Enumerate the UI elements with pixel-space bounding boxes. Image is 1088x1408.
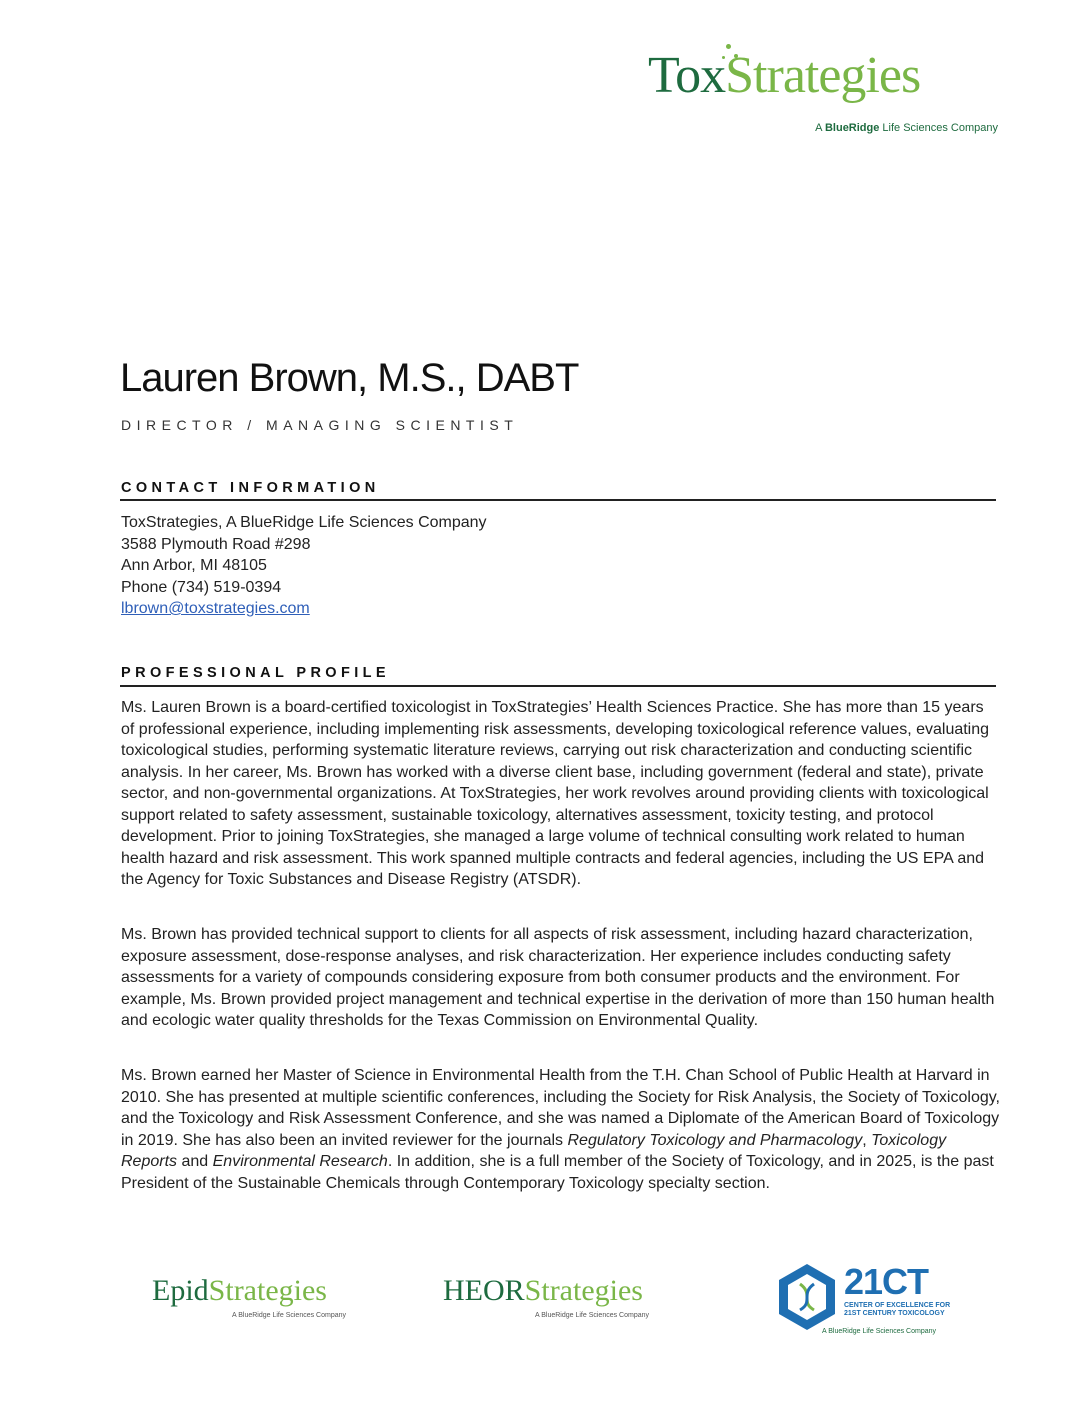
profile-paragraph-2: Ms. Brown has provided technical support to clients for all aspects of risk assessment, including hazard characterization, exposure assessment, dose-response analyses, and risk characterization. Her experience includes conducting safety assessments for a variety of compounds considering exposure from both consumer products and the environment. For example, Ms. Brown provided project management and technical expertise in the derivation of more than 150 human health and ecologic water quality thresholds for the Texas Commission on Environmental Quality. xyxy=(121,926,995,1029)
contact-divider xyxy=(120,499,996,501)
profile-paragraph-1: Ms. Lauren Brown is a board-certified toxicologist in ToxStrategies’ Health Sciences Practice. She has more than 15 years of professional experience, including implementing risk assessments, developing toxicological reference values, evaluating toxicological studies, performing systematic literature reviews, carrying out risk characterization and conducting scientific analysis. In her career, Ms. Brown has worked with a diverse client base, including government (federal and state), private sector, and non-governmental organizations. At ToxStrategies, her work revolves around providing clients with toxicological support related to safety assessment, sustainable toxicology, alternatives assessment, toxicity testing, and protocol development. Prior to joining ToxStrategies, she managed a large volume of technical consulting work related to human health hazard and risk assessment. This work spanned multiple contracts and federal agencies, including the US EPA and the Agency for Toxic Substances and Disease Registry (ATSDR). xyxy=(121,699,990,888)
logo-tox-text: Tox xyxy=(648,47,726,104)
profile-paragraph-3: Ms. Brown earned her Master of Science in Environmental Health from the T.H. Chan School of Public Health at Harvard in 2010. She has presented at multiple scientific conferences, including the Society for Risk Analysis, the Society of Toxicology, and the Toxicology and Risk Assessment Conference, and she was named a Diplomate of the American Board of Toxicology in 2019. She has also been an invited reviewer for the journals Regulatory Toxicology and Pharmacology, Toxicology Reports and Environmental Research. In addition, she is a full member of the Society of Toxicology, and in 2025, is the past President of the Sustainable Chemicals through Contemporary Toxicology specialty section. xyxy=(121,1067,1000,1192)
epidstrategies-logo: EpidStrategies A BlueRidge Life Sciences Company xyxy=(152,1274,347,1319)
profile-divider xyxy=(120,685,996,687)
toxstrategies-logo xyxy=(648,40,1000,140)
journal-name: Toxicology Reports xyxy=(121,1131,947,1170)
heorstrategies-logo: HEORStrategies A BlueRidge Life Sciences Company xyxy=(443,1274,650,1319)
contact-heading: CONTACT INFORMATION xyxy=(121,480,380,496)
person-name: Lauren Brown, M.S., DABT xyxy=(120,356,579,400)
contact-address-line1: 3588 Plymouth Road #298 xyxy=(121,535,311,553)
journal-name: Environmental Research xyxy=(212,1153,388,1170)
profile-heading: PROFESSIONAL PROFILE xyxy=(121,665,391,681)
contact-phone: Phone (734) 519-0394 xyxy=(121,578,282,596)
logo-tagline: A BlueRidge Life Sciences Company xyxy=(815,122,998,134)
21ct-logo: 21CT CENTER OF EXCELLENCE FOR 21ST CENTURY TOXICOLOGY A BlueRidge Life Sciences Company xyxy=(776,1262,966,1342)
logo-strategies-text: Strategies xyxy=(725,47,921,104)
21ct-mark: 21CT xyxy=(844,1261,929,1302)
contact-block xyxy=(121,512,487,620)
journal-name: Regulatory Toxicology and Pharmacology xyxy=(567,1131,863,1149)
person-title: DIRECTOR / MANAGING SCIENTIST xyxy=(121,417,519,433)
contact-address-line2: Ann Arbor, MI 48105 xyxy=(121,557,267,574)
contact-email-link[interactable]: lbrown@toxstrategies.com xyxy=(121,600,310,617)
dna-hexagon-icon xyxy=(776,1262,838,1332)
contact-company: ToxStrategies, A BlueRidge Life Sciences Company xyxy=(121,514,487,531)
